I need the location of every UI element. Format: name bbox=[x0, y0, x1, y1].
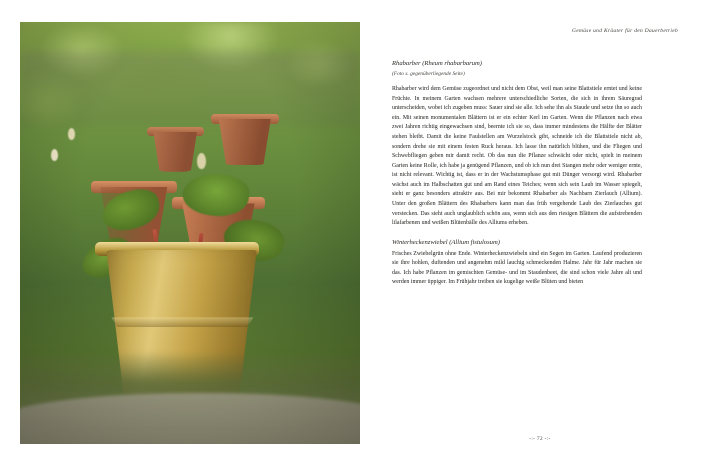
running-head: Gemüse und Kräuter für den Dauerbetrieb bbox=[571, 28, 678, 34]
section-title-rhabarber: Rhabarber (Rheum rhabarbarum) bbox=[392, 60, 482, 67]
terracotta-pot bbox=[149, 132, 201, 172]
page-number: -:- 72 -:- bbox=[529, 436, 551, 442]
pot-body bbox=[149, 132, 201, 172]
section-title-winterheckenzwiebel: Winterheckenzwiebel (Allium fistulosum) bbox=[392, 238, 500, 246]
photo-stone-path bbox=[20, 393, 360, 444]
section-body-rhabarber: Rhabarber wird dem Gemüse zugeordnet und nicht dem Obst, weil man seine Blattstiele erntet und keine Früchte. In meinem Garten wachsen mehrere unterschiedliche Sorten, die sich in ihrem Säuregrad unterscheiden, wobei ich zugeben muss: Sauer sind sie alle. Ich sehe ihn als Staude und setze ihn so auch ein. Mit seinen monumentalen Blättern ist er ein echter Kerl im Garten. Wenn die Pflanzen nach etwa zwei Jahren richtig eingewachsen sind, beernte ich sie so, dass immer mindestens die Hälfte der Blätter stehen bleibt. Damit die keine Faulstellen am Wurzelstock gibt, schneide ich die Blattstiele nicht ab, sondern drehe sie mit einem festen Ruck heraus. Ich lasse ihn natürlich blühen, und die Fliegen und Schwebfliegen geben mir damit recht. Ob das nun die Pflanze schwächt oder nicht, spielt in meinem Garten keine Rolle, ich habe ja genügend Pflanzen, und ob ich nun drei Stangen mehr oder weniger ernte, ist nicht relevant. Wichtig ist, dass er in der Wachstumsphase gut mit Dünger versorgt wird. Rhabarber wächst auch im Halbschatten gut und am Rand eines Teiches; wenn sich sein Laub im Wasser spiegelt, sieht er ganz besonders attraktiv aus. Bei mir bekommt Rhabarber als Nachbarn Zierlauch (Allium). Unter den großen Blättern des Rhabarbers kann man das früh vergehende Laub des Zierlauches gut verstecken. Das sieht auch unglaublich schön aus, wenn sich aus den riesigen Blättern die aufstrebenden lilafarbenen und weißen Blütenbälle des Alliums erheben. bbox=[392, 86, 642, 227]
section-subtitle-rhabarber: (Foto s. gegenüberliegende Seite) bbox=[392, 70, 465, 77]
pot-body bbox=[214, 119, 276, 165]
page-right bbox=[360, 0, 720, 466]
tulip-flower bbox=[51, 149, 58, 161]
text-column bbox=[392, 60, 642, 296]
golden-pot-band bbox=[108, 317, 256, 327]
photo-wall bbox=[20, 52, 360, 128]
tulip-flower bbox=[68, 128, 75, 140]
section-body-winterheckenzwiebel: Frisches Zwiebelgrün ohne Ende. Winterheckenzwiebeln sind ein Segen im Garten. Laufend produzieren sie ihre hohlen, duftenden und angenehm mild lauchig schmeckenden Halme. Jahr für Jahr machen sie das. Ich habe Pflanzen im gemischten Gemüse- und im Staudenbeet, die sind schon viele Jahre alt und werden immer üppiger. Im Frühjahr treiben sie kugelige weiße Blüten und bieten bbox=[392, 250, 642, 286]
garden-photo bbox=[20, 22, 360, 444]
terracotta-pot bbox=[214, 119, 276, 165]
